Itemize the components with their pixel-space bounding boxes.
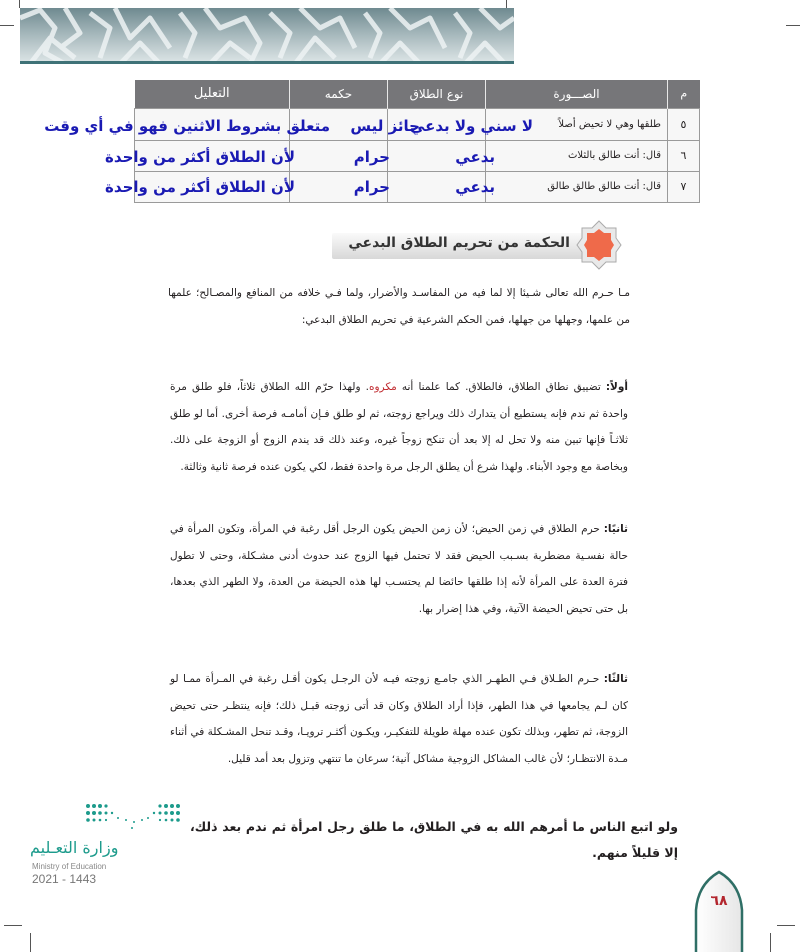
answer-type-row5: لا سني ولا بدعي xyxy=(409,117,533,135)
point-label: أولاً: xyxy=(605,381,628,393)
answer-reason-row6: لأن الطلاق أكثر من واحدة xyxy=(105,148,295,166)
answer-reason-row7: لأن الطلاق أكثر من واحدة xyxy=(105,178,295,196)
answer-ruling-row6: حرام xyxy=(353,148,390,166)
point-text: حـرم الطـلاق فـي الطهـر الذي جامـع زوجته فيـه لأن الرجـل يكون أقـل رغبة في المـرأة ممـا لو كان لـم يجامعها في هذا الطهر، فإذا أراد الطلاق وكان قد أتى زوجته قبـل ذلك؛ فإنه ينتظـر حتى تحيض الزوجة، ثم تطهر، وبذلك تكون عنده مهلة طويلة للتفكيـر، ويكـون أكثـر ترويـا، وقـد تنحل المشـكلة في أثناء مـدة الانتظـار؛ لأن غالب المشاكل الزوجية مشاكل آنية؛ سرعان ما تنتهي وتزول بعد أمد قليل. xyxy=(170,673,628,765)
crop-mark xyxy=(4,925,22,926)
answer-reason-row5: متعلق بشروط الاثنين فهو في أي وقت xyxy=(44,117,330,135)
ministry-logo-dots-icon xyxy=(84,802,180,832)
col-header-number: م xyxy=(668,80,700,108)
page-number: ٦٨ xyxy=(710,893,728,909)
page-number-tab xyxy=(694,870,744,952)
geometric-pattern xyxy=(20,8,514,64)
row-number: ٧ xyxy=(668,171,700,202)
section-title: الحكمة من تحريم الطلاق البدعي xyxy=(348,235,570,251)
point-third xyxy=(170,666,628,772)
crop-mark xyxy=(786,25,800,26)
point-second xyxy=(170,516,628,622)
row-case: قال: أنت طالق بالثلاث xyxy=(486,140,668,171)
ministry-name-english: Ministry of Education xyxy=(32,862,107,871)
row-number: ٦ xyxy=(668,140,700,171)
answer-ruling-row5: جائز ليس xyxy=(350,117,420,135)
octagon-star-badge-icon xyxy=(576,220,622,270)
conclusion: ولو اتبع الناس ما أمرهم الله به في الطلاق، ما طلق رجل امرأة ثم ندم بعد ذلك، إلا قليلاً منهم. xyxy=(190,819,678,860)
answer-type-row6: بدعي xyxy=(455,148,495,166)
col-header-ruling: حكمه xyxy=(290,80,388,108)
col-header-reason: التعليل xyxy=(135,80,290,108)
point-text: . ولهذا حرّم الله الطلاق ثلاثاً، فلو طلق مرة واحدة ثم ندم فإنه يستطيع أن يتدارك ذلك ويراجع زوجته، ثم لو طلق فـإن أمامـه فرصة أخرى. أما لو طلق ثلاثـاً فإنها تبين منه ولا تحل له إلا بعد أن تنكح زوجاً غيره، وعند ذلك قد يندم الزوج أو الزوجة على ذلك. وبخاصة مع وجود الأبناء. ولهذا شرع أن يطلق الرجل مرة واحدة فقط، لكي يكون عنده فرصة ثانية وثالثة. xyxy=(170,381,628,473)
answer-type-row7: بدعي xyxy=(455,178,495,196)
point-text: تضييق نطاق الطلاق، فالطلاق. كما علمنا أنه xyxy=(396,381,606,393)
crop-mark xyxy=(30,933,31,952)
answer-ruling-row7: حرام xyxy=(353,178,390,196)
col-header-type: نوع الطلاق xyxy=(388,80,486,108)
table-header-row xyxy=(135,80,700,108)
crop-mark xyxy=(777,925,795,926)
crop-mark xyxy=(0,25,14,26)
col-header-case: الصـــورة xyxy=(486,80,668,108)
row-case: قال: أنت طالق طالق طالق xyxy=(486,171,668,202)
intro-paragraph: مـا حـرم الله تعالى شـيئا إلا لما فيه من المفاسـد والأضرار، ولما فـي خلافه من المنافع والمصـالح؛ علمها من علمها، وجهلها من جهلها، فمن الحكم الشرعية في تحريم الطلاق البدعي: xyxy=(168,287,630,326)
row-number: ٥ xyxy=(668,108,700,140)
point-label: ثالثًا: xyxy=(603,673,628,685)
highlighted-term: مكروه xyxy=(368,381,397,393)
point-text: حرم الطلاق في زمن الحيض؛ لأن زمن الحيض يكون الرجل أقل رغبة في المرأة، وتكون المرأة في حالة نفسـية مضطربة بسـبب الحيض فقد لا تحتمل فيها الزوج عند حدوث أدنى مشـكلة، وحتى لا تطول فترة العدة على المرأة لأنه إذا طلقها حائضا لم يحتسـب لها هذه الحيضة من العدة، ولا الطهر الذي بعدها، بل حتى تحيض الحيضة الآتية، وفي هذا إضرار بها. xyxy=(170,523,628,615)
crop-mark xyxy=(19,0,20,8)
point-first xyxy=(170,374,628,480)
crop-mark xyxy=(770,933,771,952)
row-case: طلقها وهي لا تحيض أصلاً xyxy=(486,108,668,140)
point-label: ثانيًا: xyxy=(603,523,628,535)
academic-year: 2021 - 1443 xyxy=(32,872,97,886)
ministry-name-arabic: وزارة التعـليم xyxy=(30,838,119,857)
